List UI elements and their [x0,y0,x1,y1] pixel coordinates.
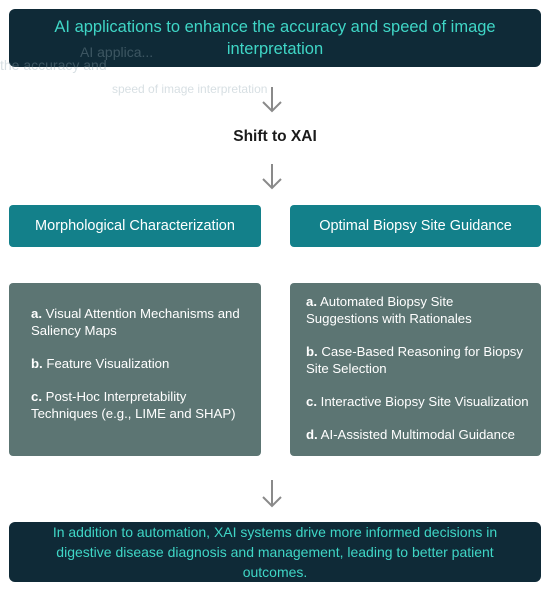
ghost-text-3: speed of image interpretation [112,82,268,96]
list-item: a. Automated Biopsy Site Suggestions with Rationales [306,294,472,326]
right-header-box [290,205,541,247]
left-header-box [9,205,261,247]
ghost-text-2: the accuracy and [0,57,107,73]
shift-label: Shift to XAI [233,128,317,145]
down-arrow-icon-3 [260,479,284,509]
list-item: b. Case-Based Reasoning for Biopsy Site Selection [306,344,523,376]
right-header-label: Optimal Biopsy Site Guidance [319,218,512,234]
down-arrow-icon-1 [260,86,284,114]
list-item: c. Interactive Biopsy Site Visualization [306,394,529,409]
ghost-text-1: AI applica... [80,44,154,60]
bottom-banner-text: In addition to automation, XAI systems drive more informed decisions in digestive disease diagnosis and management, leading to better patient outcomes. [52,524,498,580]
bottom-banner [9,522,541,582]
top-banner [9,9,541,67]
list-item: d. AI-Assisted Multimodal Guidance [306,427,515,442]
left-panel [9,283,261,456]
list-item: c. Post-Hoc Interpretability Techniques (e.g., LIME and SHAP) [31,389,236,421]
left-header-label: Morphological Characterization [35,218,235,234]
list-item: b. Feature Visualization [31,356,170,371]
right-panel [290,283,541,456]
top-banner-text: AI applications to enhance the accuracy and speed of image interpretation [54,18,496,58]
down-arrow-icon-2 [260,163,284,191]
list-item: a. Visual Attention Mechanisms and Saliency Maps [31,306,240,338]
